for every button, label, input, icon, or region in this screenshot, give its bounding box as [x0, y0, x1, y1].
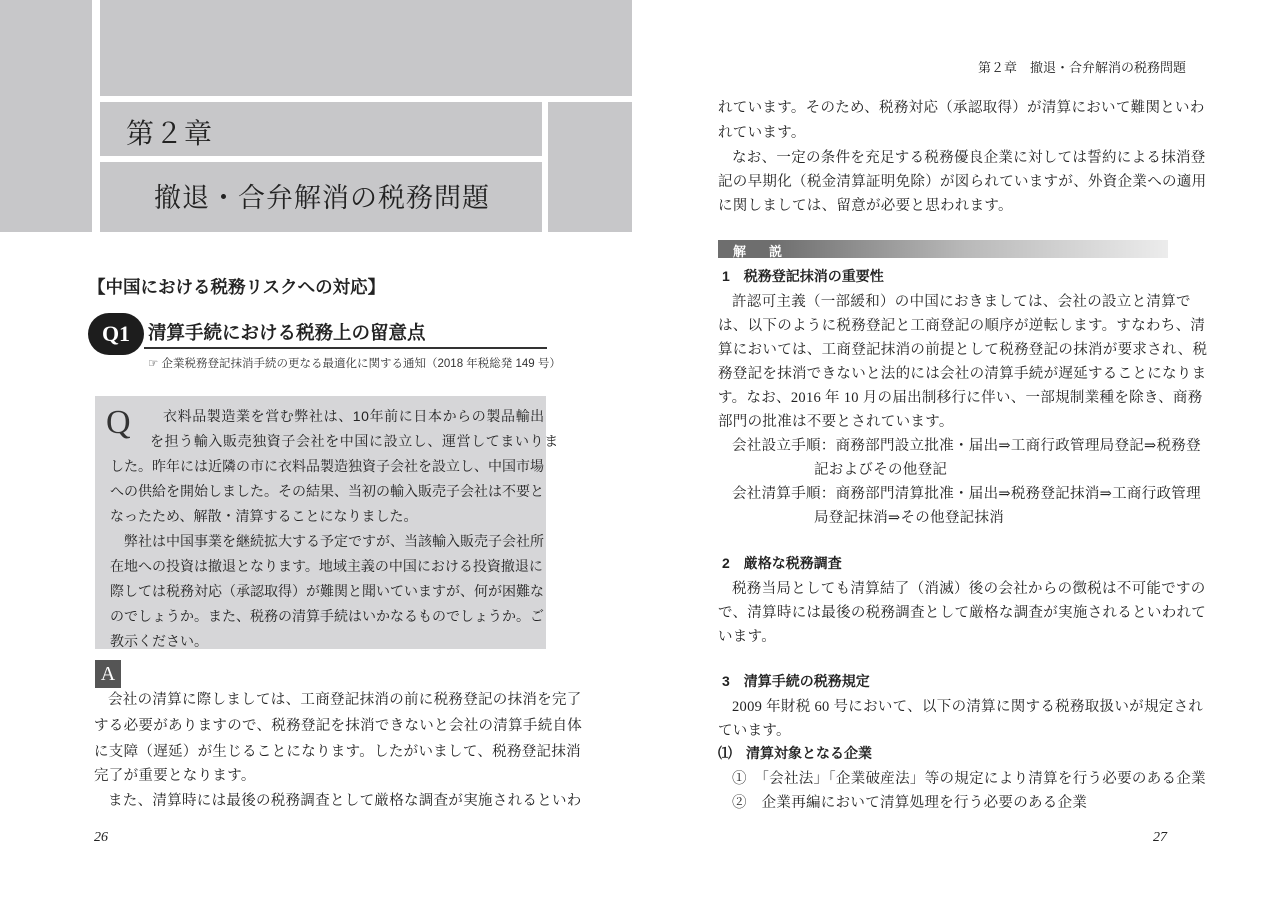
answer-badge: A	[95, 660, 121, 688]
list-item: ② 企業再編において清算処理を行う必要のある企業	[732, 795, 1088, 811]
question-line: への供給を開始しました。その結果、当初の輸入販売子会社は不要と	[110, 483, 544, 499]
sec1-line: は、以下のように税務登記と工商登記の順序が逆転します。すなわち、清	[718, 318, 1206, 334]
chapter-banner-right-block	[548, 102, 632, 232]
procedure-line: 記およびその他登記	[814, 462, 948, 478]
sec2-line: で、清算時には最後の税務調査として厳格な調査が実施されるといわれて	[718, 605, 1207, 621]
answer-line: する必要がありますので、税務登記を抹消できないと会社の清算手続自体	[94, 718, 583, 734]
question-line: を担う輸入販売独資子会社を中国に設立し、運営してまいりま	[150, 433, 559, 449]
sec1-line: 算においては、工商登記抹消の前提として税務登記の抹消が要求され、税	[718, 342, 1208, 358]
question-line: 衣料品製造業を営む弊社は、10年前に日本からの製品輸出	[163, 408, 545, 424]
procedure-line: 局登記抹消⇒その他登記抹消	[814, 510, 1005, 526]
sec1-line: 部門の批准は不要とされています。	[718, 414, 954, 430]
q1-badge: Q1	[88, 313, 144, 355]
chapter-number: 第２章	[126, 118, 214, 149]
chapter-title: 撤退・合弁解消の税務問題	[154, 183, 490, 213]
sec3-line: 2009 年財税 60 号において、以下の清算に関する税務取扱いが規定され	[732, 699, 1204, 715]
intro-line: れています。	[718, 125, 806, 141]
q1-title: 清算手続における税務上の留意点	[148, 322, 426, 343]
question-line: なったため、解散・清算することになりました。	[110, 508, 418, 524]
kaisetsu-label: 解 説	[733, 244, 788, 259]
chapter-banner-left-strip	[0, 0, 92, 232]
answer-line: また、清算時には最後の税務調査として厳格な調査が実施されるといわ	[108, 793, 582, 809]
sec2-heading: 2 厳格な税務調査	[722, 555, 842, 571]
question-mark-q: Q	[106, 404, 131, 441]
reference-note: ☞ 企業税務登記抹消手続の更なる最適化に関する通知（2018 年税総発 149 号）	[148, 358, 561, 370]
sec1-line: 許認可主義（一部緩和）の中国におきましては、会社の設立と清算で	[732, 294, 1191, 310]
intro-line: に関しましては、留意が必要と思われます。	[718, 198, 1013, 214]
sec2-line: 税務当局としても清算結了（消滅）後の会社からの徴税は不可能ですの	[732, 581, 1206, 597]
intro-line: れています。そのため、税務対応（承認取得）が清算において難関といわ	[718, 100, 1205, 116]
procedure-line: 会社清算手順：商務部門清算批准・届出⇒税務登記抹消⇒工商行政管理	[732, 486, 1201, 502]
question-line: のでしょうか。また、税務の清算手続はいかなるものでしょうか。ご	[110, 608, 544, 624]
procedure-line: 会社設立手順：商務部門設立批准・届出⇒工商行政管理局登記⇒税務登	[732, 438, 1201, 454]
sec2-line: います。	[718, 629, 777, 645]
answer-line: 会社の清算に際しましては、工商登記抹消の前に税務登記の抹消を完了	[108, 692, 582, 708]
question-line: 教示ください。	[110, 633, 208, 649]
running-head: 第２章 撤退・合弁解消の税務問題	[978, 60, 1187, 75]
q1-underline	[144, 347, 547, 349]
sec3-subheading: ⑴ 清算対象となる企業	[718, 745, 872, 761]
list-item: ① 「会社法」「企業破産法」等の規定により清算を行う必要のある企業	[732, 771, 1206, 787]
sec1-line: す。なお、2016 年 10 月の届出制移行に伴い、一部規制業種を除き、商務	[718, 390, 1203, 406]
answer-line: 完了が重要となります。	[94, 768, 256, 784]
question-line: 弊社は中国事業を継続拡大する予定ですが、当該輸入販売子会社所	[124, 533, 544, 549]
question-line: した。昨年には近隣の市に衣料品製造独資子会社を設立し、中国市場	[110, 458, 544, 474]
section-heading: 【中国における税務リスクへの対応】	[88, 277, 386, 297]
page-number-right: 27	[1153, 830, 1167, 845]
left-page	[0, 0, 632, 900]
sec3-line: ています。	[718, 723, 791, 739]
sec1-line: 務登記を抹消できないと法的には会社の清算手続が遅延することになりま	[718, 366, 1207, 382]
answer-line: に支障（遅延）が生じることになります。したがいまして、税務登記抹消	[94, 744, 581, 760]
sec3-heading: 3 清算手続の税務規定	[722, 673, 870, 689]
question-line: 際しては税務対応（承認取得）が難関と聞いていますが、何が困難な	[110, 583, 544, 599]
intro-line: 記の早期化（税金清算証明免除）が図られていますが、外資企業への適用	[718, 174, 1207, 190]
sec1-heading: 1 税務登記抹消の重要性	[722, 268, 884, 284]
page-number-left: 26	[94, 830, 108, 845]
intro-line: なお、一定の条件を充足する税務優良企業に対しては誓約による抹消登	[732, 150, 1206, 166]
chapter-banner-top-block	[100, 0, 632, 96]
question-line: 在地への投資は撤退となります。地域主義の中国における投資撤退に	[110, 558, 543, 574]
